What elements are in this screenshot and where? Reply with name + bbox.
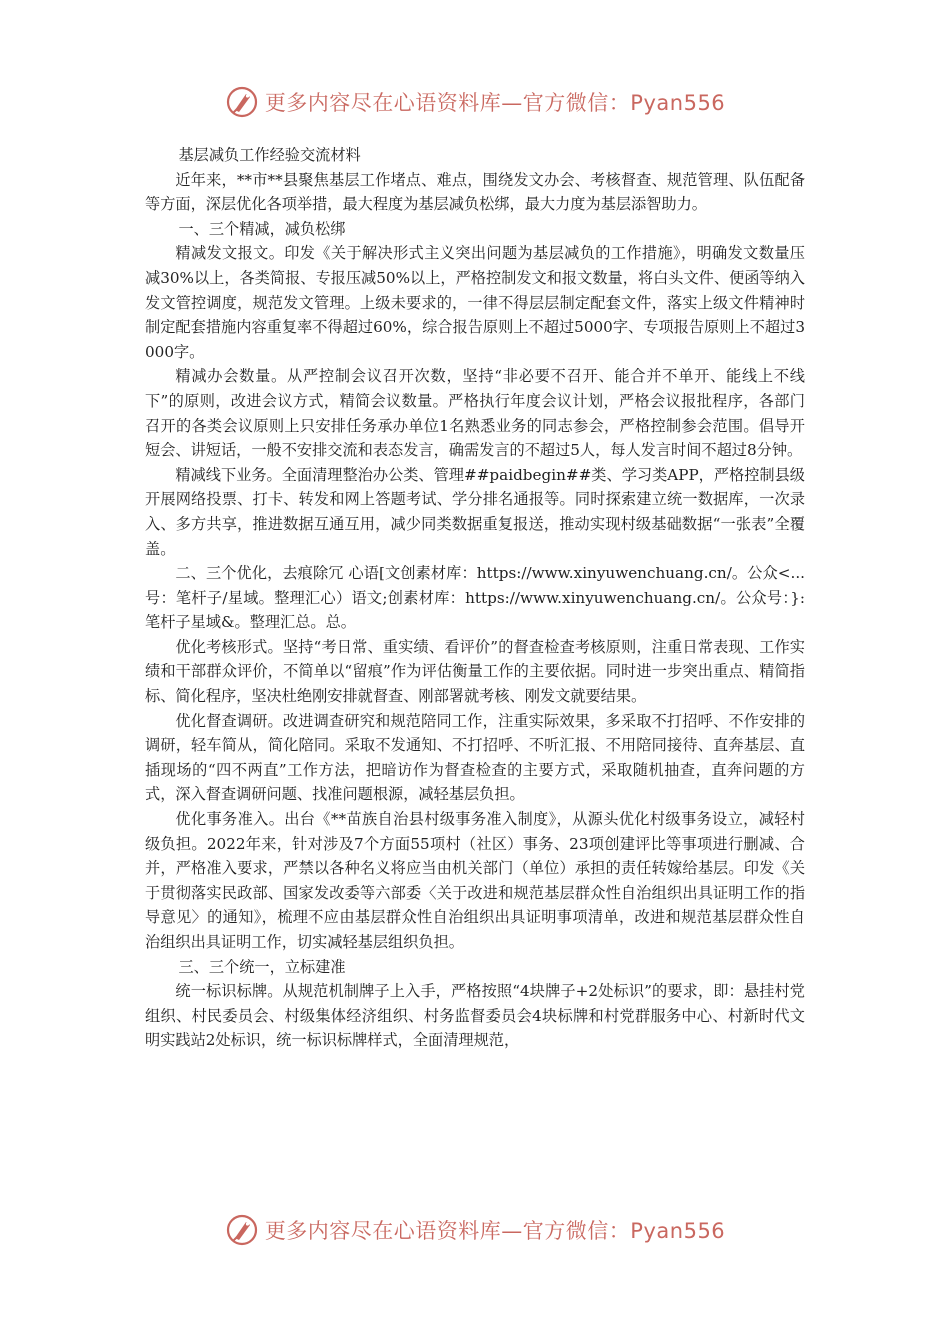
paragraph-optimize-assessment: 优化考核形式。坚持“考日常、重实绩、看评价”的督查检查考核原则，注重日常表现、工作实绩和干部群众评价，不简单以“留痕”作为评估衡量工作的主要依据。同时进一步突出重点、精简指标、简化程序，坚决杜绝刚安排就督查、刚部署就考核、刚发文就要结果。 <box>145 637 805 706</box>
section-heading-3: 三、三个统一，立标建准 <box>178 957 346 976</box>
paragraph-optimize-affairs: 优化事务准入。出台《**苗族自治县村级事务准入制度》，从源头优化村级事务设立，减轻村级负担。2022年来，针对涉及7个方面55项村（社区）事务、23项创建评比等事项进行删减、合并，严格准入要求，严禁以各种名义将应当由机关部门（单位）承担的责任转嫁给基层。印发《关于贯彻落实民政部、国家发改委等六部委〈关于改进和规范基层群众性自治组织出具证明工作的指导意见〉的通知》，梳理不应由基层群众性自治组织出具证明事项清单，改进和规范基层群众性自治组织出具证明工作，切实减轻基层组织负担。 <box>145 810 805 951</box>
paragraph-reduce-offline-tasks: 精减线下业务。全面清理整治办公类、管理##paidbegin##类、学习类APP，严格控制县级开展网络投票、打卡、转发和网上答题考试、学分排名通报等。同时探索建立统一数据库，一次录入、多方共享，推进数据互通互用，减少同类数据重复报送，推动实现村级基础数据“一张表”全覆盖。 <box>145 465 805 558</box>
section-heading-2: 二、三个优化，去痕除冗 心语[文创素材库：https://www.xinyuwenchuang.cn/。公众<...号：笔杆子/星域。整理汇心）语文;创素材库：https://www.xinyuwenchuang.cn/。公众号：}:笔杆子星域&。整理汇总。总。 <box>145 564 805 632</box>
section-heading-1: 一、三个精减，减负松绑 <box>178 219 346 238</box>
intro-paragraph: 近年来，**市**县聚焦基层工作堵点、难点，围绕发文办会、考核督查、规范管理、队伍配备等方面，深层优化各项举措，最大程度为基层减负松绑，最大力度为基层添智助力。 <box>145 170 805 214</box>
footer-banner <box>0 1208 950 1252</box>
paragraph-reduce-meetings: 精减办会数量。从严控制会议召开次数，坚持“非必要不召开、能合并不单开、能线上不线下”的原则，改进会议方式，精简会议数量。严格执行年度会议计划，严格会议报批程序，各部门召开的各类会议原则上只安排任务承办单位1名熟悉业务的同志参会，严格控制参会范围。倡导开短会、讲短话，一般不安排交流和表态发言，确需发言的不超过5人，每人发言时间不超过8分钟。 <box>145 367 805 460</box>
paragraph-unify-signage: 统一标识标牌。从规范机制牌子上入手，严格按照“4块牌子+2处标识”的要求，即：悬挂村党组织、村民委员会、村级集体经济组织、村务监督委员会4块标牌和村党群服务中心、村新时代文明实践站2处标识，统一标识标牌样式，全面清理规范， <box>145 982 805 1050</box>
document-body <box>145 143 805 1053</box>
paragraph-reduce-documents: 精减发文报文。印发《关于解决形式主义突出问题为基层减负的工作措施》，明确发文数量压减30%以上，各类简报、专报压减50%以上，严格控制发文和报文数量，将白头文件、便函等纳入发文管控调度，规范发文管理。上级未要求的，一律不得层层制定配套文件，落实上级文件精神时制定配套措施内容重复率不得超过60%，综合报告原则上不超过5000字、专项报告原则上不超过3000字。 <box>145 244 805 361</box>
paragraph-optimize-inspection: 优化督查调研。改进调查研究和规范陪同工作，注重实际效果，多采取不打招呼、不作安排的调研，轻车简从，简化陪同。采取不发通知、不打招呼、不听汇报、不用陪同接待、直奔基层、直插现场的“四不两直”工作方法，把暗访作为督查检查的主要方式，采取随机抽查，直奔问题的方式，深入督查调研问题、找准问题根源，减轻基层负担。 <box>145 711 805 804</box>
pen-nib-logo-icon <box>225 85 259 119</box>
banner-text: 更多内容尽在心语资料库—官方微信：Pyan556 <box>264 91 726 115</box>
document-title: 基层减负工作经验交流材料 <box>178 146 361 164</box>
banner-text: 更多内容尽在心语资料库—官方微信：Pyan556 <box>264 1219 726 1243</box>
header-banner <box>0 80 950 124</box>
pen-nib-logo-icon <box>225 1213 259 1247</box>
